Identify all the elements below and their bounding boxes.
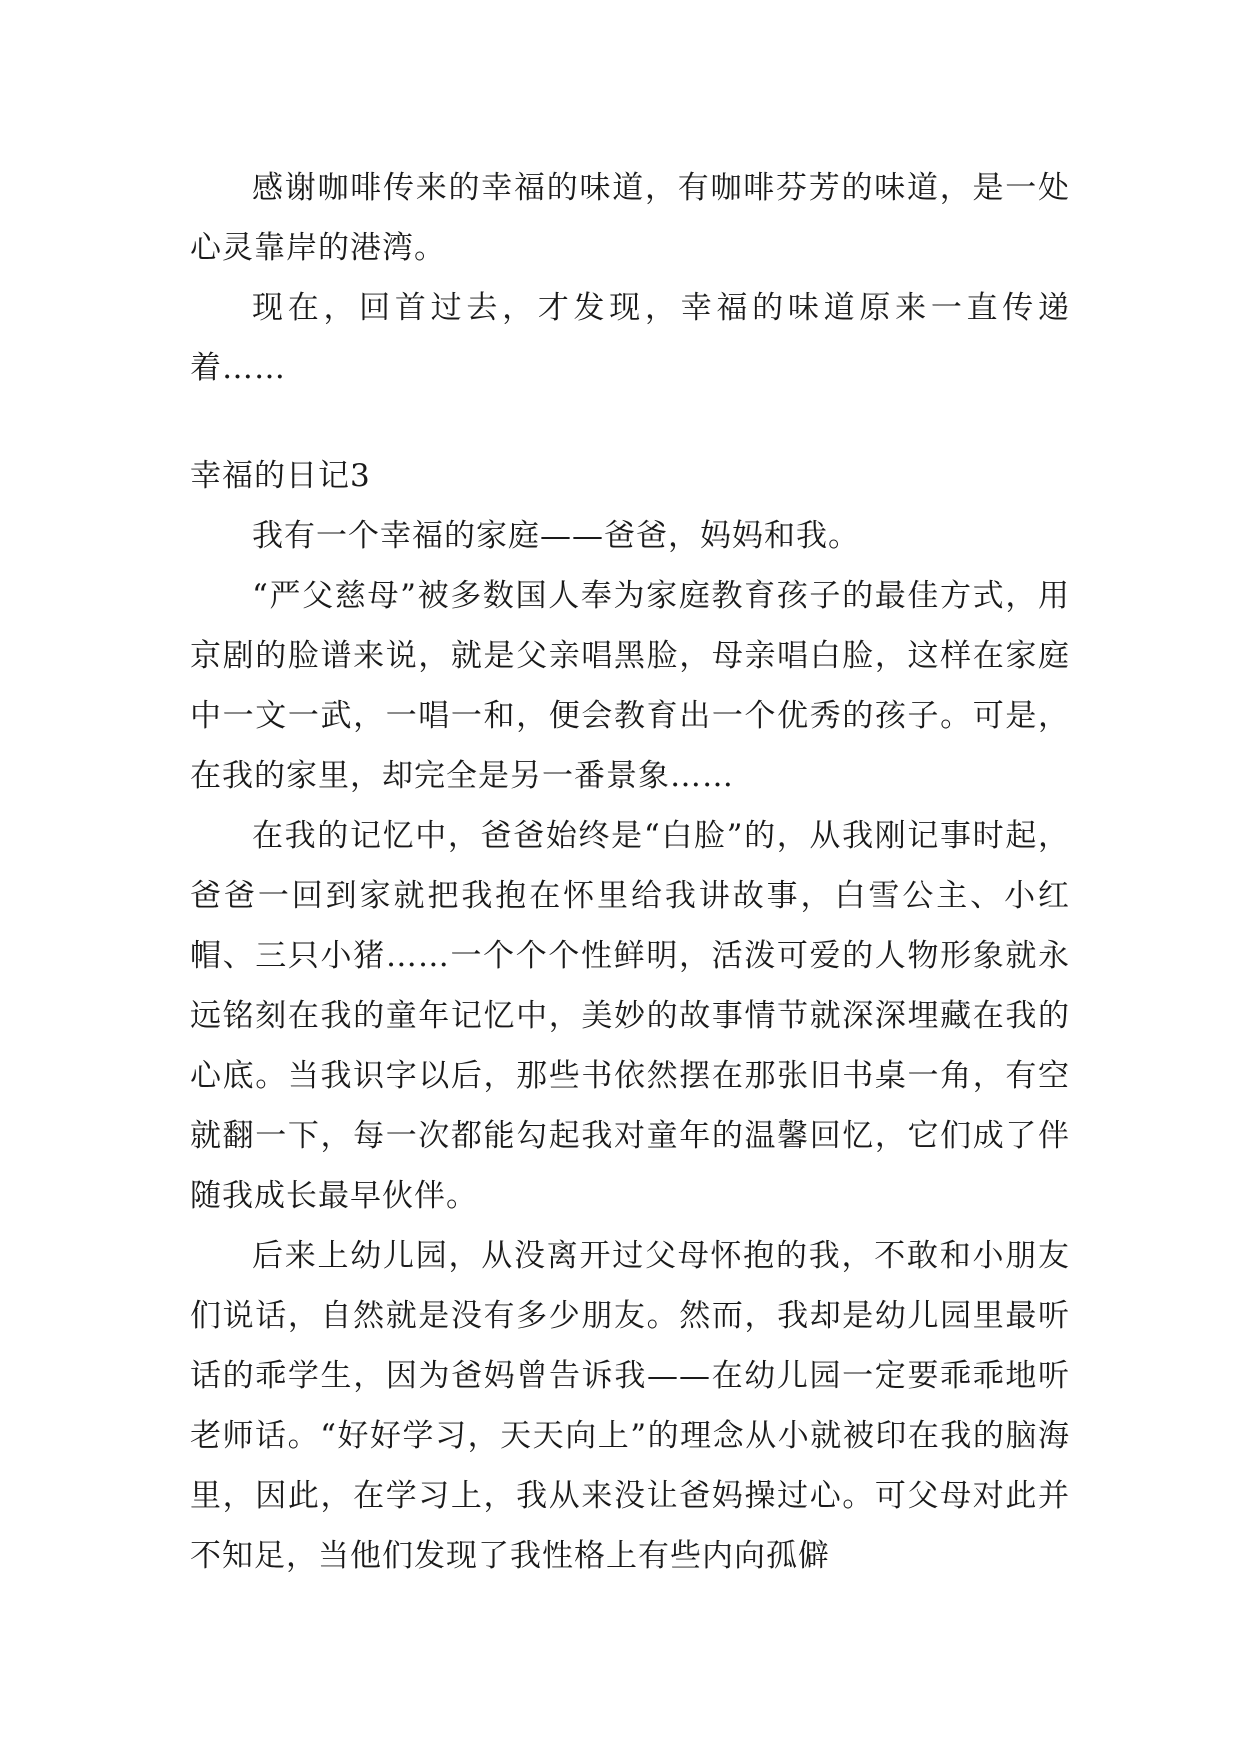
paragraph: 现在，回首过去，才发现，幸福的味道原来一直传递着……	[190, 290, 1070, 386]
paragraph: 在我的记忆中，爸爸始终是“白脸”的，从我刚记事时起，爸爸一回到家就把我抱在怀里给我讲故事，白雪公主、小红帽、三只小猪……一个个个性鲜明，活泼可爱的人物形象就永远铭刻在我的童年记忆中，美妙的故事情节就深深埋藏在我的心底。当我识字以后，那些书依然摆在那张旧书桌一角，有空就翻一下，每一次都能勾起我对童年的温馨回忆，它们成了伴随我成长最早伙伴。	[190, 818, 1070, 1214]
paragraph: “严父慈母”被多数国人奉为家庭教育孩子的最佳方式，用京剧的脸谱来说，就是父亲唱黑脸，母亲唱白脸，这样在家庭中一文一武，一唱一和，便会教育出一个优秀的孩子。可是，在我的家里，却完全是另一番景象……	[190, 578, 1070, 794]
document-body	[190, 158, 1070, 1586]
paragraph: 我有一个幸福的家庭——爸爸，妈妈和我。	[252, 518, 860, 554]
paragraph: 感谢咖啡传来的幸福的味道，有咖啡芬芳的味道，是一处心灵靠岸的港湾。	[190, 170, 1070, 266]
paragraph: 后来上幼儿园，从没离开过父母怀抱的我，不敢和小朋友们说话，自然就是没有多少朋友。然而，我却是幼儿园里最听话的乖学生，因为爸妈曾告诉我——在幼儿园一定要乖乖地听老师话。“好好学习，天天向上”的理念从小就被印在我的脑海里，因此，在学习上，我从来没让爸妈操过心。可父母对此并不知足，当他们发现了我性格上有些内向孤僻	[190, 1238, 1070, 1574]
section-heading: 幸福的日记3	[190, 458, 371, 494]
